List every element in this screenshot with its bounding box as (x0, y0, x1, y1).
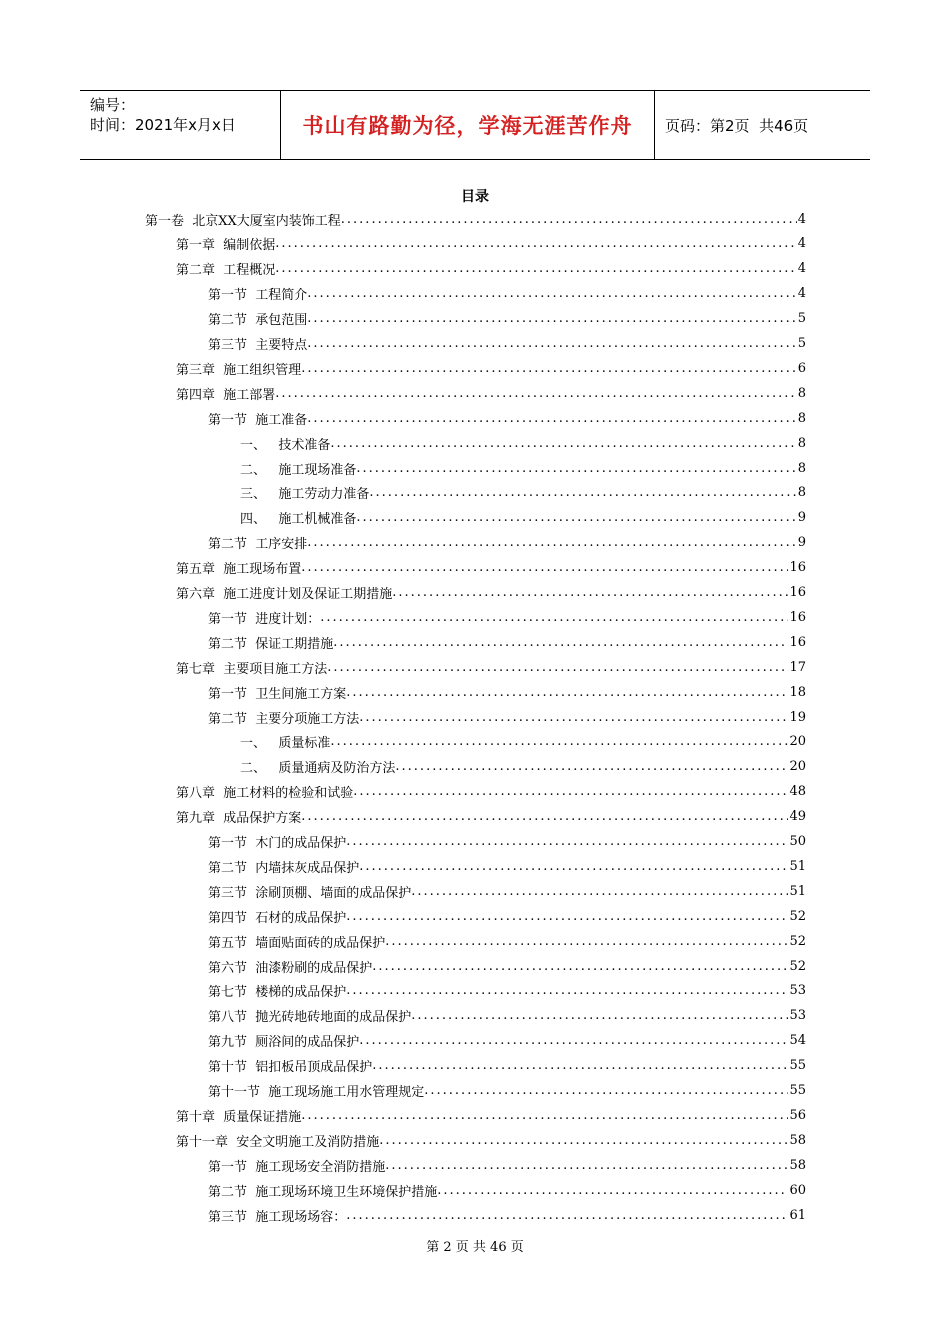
toc-entry-page: 16 (789, 585, 806, 600)
toc-dot-leader (359, 1033, 788, 1048)
toc-entry-title: 第一章 编制依据 (176, 238, 276, 254)
toc-dot-leader (301, 361, 796, 376)
toc-entry-title: 第一节 木门的成品保护 (208, 836, 347, 851)
toc-entry[interactable] (240, 433, 806, 453)
toc-dot-leader (333, 635, 788, 650)
toc-entry-page: 8 (797, 460, 806, 476)
toc-entry-title: 第五节 墙面贴面砖的成品保护 (208, 935, 386, 951)
header-divider (654, 91, 655, 159)
toc-dot-leader (372, 1058, 788, 1073)
toc-entry-page: 4 (797, 261, 806, 277)
toc-entry[interactable] (208, 832, 806, 852)
toc-dot-leader (411, 884, 788, 899)
toc-dot-leader (356, 461, 796, 476)
toc-entry-title: 第三章 施工组织管理 (176, 362, 302, 378)
toc-entry[interactable] (208, 1006, 806, 1026)
toc-entry[interactable] (208, 707, 806, 727)
toc-entry-title: 第一节 施工现场安全消防措施 (208, 1159, 386, 1175)
toc-entry[interactable] (208, 309, 806, 329)
toc-dot-leader (301, 1108, 788, 1123)
toc-entry[interactable] (176, 657, 806, 677)
toc-entry[interactable] (208, 408, 806, 428)
toc-entry-title: 四、 施工机械准备 (240, 512, 357, 528)
toc-entry[interactable] (240, 458, 806, 478)
toc-entry-title: 一、 技术准备 (240, 437, 331, 453)
toc-entry-page: 18 (789, 684, 806, 700)
toc-entry[interactable] (208, 607, 806, 627)
toc-entry-page: 54 (789, 1033, 806, 1049)
toc-entry-page: 48 (789, 784, 806, 800)
toc-dot-leader (301, 809, 788, 824)
toc-entry[interactable] (176, 1105, 806, 1125)
toc-entry-title: 第二节 工序安排 (208, 537, 308, 553)
toc-entry[interactable] (208, 632, 806, 652)
toc-entry-page: 55 (789, 1083, 806, 1098)
toc-title: 目录 (461, 189, 489, 205)
toc-entry-title: 第一卷 北京XX大厦室内装饰工程 (145, 213, 341, 229)
toc-entry-title: 第九章 成品保护方案 (176, 811, 302, 827)
toc-entry-page: 16 (789, 560, 806, 576)
header-meta (90, 95, 280, 135)
toc-entry-title: 第二章 工程概况 (176, 263, 276, 279)
toc-dot-leader (275, 236, 796, 251)
toc-dot-leader (346, 685, 788, 700)
toc-entry[interactable] (176, 234, 806, 254)
toc-dot-leader (379, 1133, 788, 1148)
toc-dot-leader (372, 959, 788, 974)
toc-dot-leader (437, 1183, 788, 1198)
toc-entry-title: 二、 施工现场准备 (240, 462, 357, 478)
toc-entry-title: 第十章 质量保证措施 (176, 1109, 302, 1125)
toc-entry-page: 5 (797, 311, 806, 327)
toc-entry-page: 8 (797, 435, 806, 451)
toc-entry[interactable] (208, 1205, 806, 1225)
toc-entry-page: 51 (789, 883, 806, 899)
toc-entry-page: 50 (789, 834, 806, 849)
toc-entry-page: 49 (789, 809, 806, 825)
toc-entry[interactable] (240, 483, 806, 503)
toc-entry-title: 第四章 施工部署 (176, 387, 276, 403)
toc-dot-leader (395, 759, 788, 774)
toc-entry-title: 第十一章 安全文明施工及消防措施 (176, 1134, 380, 1150)
toc-entry-title: 第三节 主要特点 (208, 338, 308, 353)
toc-entry[interactable] (208, 906, 806, 926)
toc-dot-leader (411, 1008, 788, 1023)
toc-dot-leader (392, 585, 788, 600)
toc-dot-leader (307, 311, 796, 326)
toc-entry[interactable] (208, 284, 806, 304)
toc-entry[interactable] (176, 807, 806, 827)
toc-entry-page: 55 (789, 1058, 806, 1074)
toc-dot-leader (275, 386, 796, 401)
toc-entry[interactable] (176, 259, 806, 279)
toc-entry-title: 第三节 涂刷顶棚、墙面的成品保护 (208, 885, 412, 901)
toc-dot-leader (301, 560, 788, 575)
toc-entry-title: 第七节 楼梯的成品保护 (208, 985, 347, 1001)
toc-entry[interactable] (208, 1155, 806, 1175)
toc-dot-leader (356, 510, 796, 525)
toc-entry-page: 53 (789, 1008, 806, 1024)
toc-dot-leader (424, 1083, 788, 1098)
toc-dot-leader (369, 485, 796, 500)
toc-dot-leader (327, 660, 788, 675)
toc-entry-page: 17 (789, 659, 806, 675)
toc-entry[interactable] (176, 782, 806, 802)
toc-entry[interactable] (208, 981, 806, 1001)
toc-dot-leader (320, 610, 788, 625)
toc-entry-title: 第七章 主要项目施工方法 (176, 661, 328, 677)
toc-entry-page: 56 (789, 1107, 806, 1123)
toc-dot-leader (307, 535, 796, 550)
toc-entry-page: 20 (789, 759, 806, 775)
toc-entry-title: 第二节 内墙抹灰成品保护 (208, 860, 360, 876)
toc-entry[interactable] (240, 508, 806, 528)
toc-entry-title: 三、 施工劳动力准备 (240, 487, 370, 503)
header-motto: 书山有路勤为径，学海无涯苦作舟 (302, 114, 633, 138)
toc-entry-title: 第二节 承包范围 (208, 313, 308, 329)
toc-entry-page: 9 (797, 510, 806, 526)
toc-entry[interactable] (208, 334, 806, 354)
toc-entry[interactable] (240, 757, 806, 777)
toc-entry-title: 二、 质量通病及防治方法 (240, 761, 396, 777)
toc-entry-page: 60 (789, 1182, 806, 1198)
toc-entry[interactable] (208, 856, 806, 876)
toc-dot-leader (385, 934, 788, 949)
toc-dot-leader (385, 1158, 788, 1173)
toc-entry[interactable] (176, 358, 806, 378)
toc-entry-title: 第十一节 施工现场施工用水管理规定 (208, 1085, 425, 1100)
toc-entry-page: 6 (797, 360, 806, 376)
toc-dot-leader (346, 909, 788, 924)
toc-entry-page: 58 (789, 1132, 806, 1148)
toc-entry-page: 8 (797, 385, 806, 401)
document-number-label: 编号： (90, 96, 136, 114)
toc-entry-page: 58 (789, 1157, 806, 1173)
toc-entry-title: 第三节 施工现场场容： (208, 1209, 347, 1225)
toc-entry[interactable] (176, 558, 806, 578)
toc-dot-leader (346, 1208, 788, 1223)
page-footer: 第 2 页 共 46 页 (426, 1240, 524, 1255)
toc-dot-leader (359, 859, 788, 874)
toc-entry-title: 第一节 施工准备 (208, 412, 308, 428)
toc-entry-title: 第八章 施工材料的检验和试验 (176, 786, 354, 802)
toc-entry[interactable] (208, 682, 806, 702)
toc-entry-page: 51 (789, 858, 806, 874)
toc-entry[interactable] (208, 1180, 806, 1200)
toc-entry-page: 5 (797, 336, 806, 351)
toc-entry-page: 16 (789, 634, 806, 650)
toc-entry-page: 8 (797, 410, 806, 426)
toc-entry[interactable] (176, 583, 806, 603)
toc-entry[interactable] (208, 1081, 806, 1101)
toc-dot-leader (275, 261, 796, 276)
toc-entry[interactable] (208, 956, 806, 976)
toc-entry[interactable] (208, 881, 806, 901)
document-header (80, 90, 870, 160)
toc-entry-title: 一、 质量标准 (240, 736, 331, 752)
toc-dot-leader (346, 983, 788, 998)
toc-entry-page: 9 (797, 535, 806, 551)
toc-entry-title: 第八节 抛光砖地砖地面的成品保护 (208, 1010, 412, 1026)
toc-entry-title: 第二节 主要分项施工方法 (208, 711, 360, 727)
toc-entry-page: 52 (789, 908, 806, 924)
toc-dot-leader (307, 336, 796, 351)
toc-entry-page: 52 (789, 958, 806, 974)
header-page-info: 页码：第2页 共46页 (665, 116, 809, 135)
toc-entry[interactable] (208, 1031, 806, 1051)
document-time-label: 时间：2021年x月x日 (90, 116, 236, 134)
toc-entry-title: 第一节 工程简介 (208, 288, 308, 304)
toc-entry[interactable] (145, 209, 806, 229)
toc-dot-leader (307, 286, 796, 301)
toc-entry-title: 第一节 卫生间施工方案 (208, 686, 347, 702)
toc-entry-page: 53 (789, 983, 806, 999)
toc-entry-title: 第九节 厕浴间的成品保护 (208, 1035, 360, 1051)
toc-entry-title: 第一节 进度计划： (208, 611, 321, 627)
toc-entry[interactable] (208, 533, 806, 553)
toc-entry-page: 61 (789, 1207, 806, 1223)
toc-entry-title: 第十节 铝扣板吊顶成品保护 (208, 1060, 373, 1076)
toc-entry[interactable] (176, 383, 806, 403)
toc-entry-page: 52 (789, 933, 806, 949)
toc-dot-leader (330, 734, 788, 749)
toc-dot-leader (341, 212, 797, 227)
toc-dot-leader (346, 834, 788, 849)
toc-entry[interactable] (208, 1056, 806, 1076)
toc-entry-page: 19 (789, 709, 806, 725)
toc-dot-leader (359, 710, 788, 725)
toc-entry-page: 4 (797, 211, 806, 227)
toc-dot-leader (307, 411, 796, 426)
toc-dot-leader (330, 436, 796, 451)
toc-entry-title: 第二节 保证工期措施 (208, 636, 334, 652)
toc-entry[interactable] (176, 1130, 806, 1150)
toc-entry-page: 4 (797, 236, 806, 252)
toc-entry-page: 16 (789, 609, 806, 625)
toc-entry-title: 第二节 施工现场环境卫生环境保护措施 (208, 1184, 438, 1200)
toc-entry[interactable] (208, 931, 806, 951)
toc-entry-title: 第五章 施工现场布置 (176, 562, 302, 578)
toc-entry-page: 20 (789, 734, 806, 750)
toc-dot-leader (353, 784, 788, 799)
toc-entry-page: 4 (797, 286, 806, 302)
toc-entry-title: 第六节 油漆粉刷的成品保护 (208, 960, 373, 976)
toc-entry-title: 第四节 石材的成品保护 (208, 910, 347, 926)
toc-entry-title: 第六章 施工进度计划及保证工期措施 (176, 587, 393, 602)
toc-entry-page: 8 (797, 485, 806, 501)
toc-entry[interactable] (240, 732, 806, 752)
